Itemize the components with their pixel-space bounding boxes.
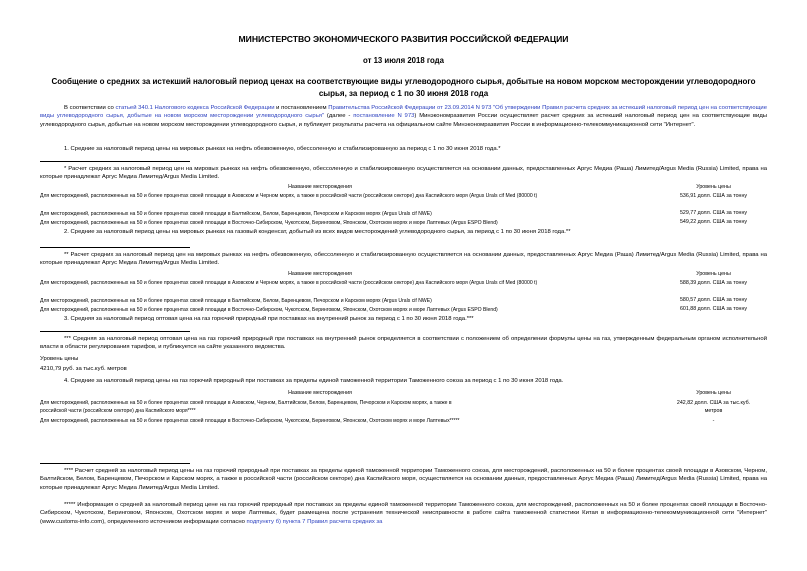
intro-text-1: В соответствии со <box>64 105 116 111</box>
gas-domestic-price: 4210,79 руб. за тыс.куб. метров <box>40 366 127 372</box>
table2-header-price: Уровень цены <box>696 271 731 277</box>
document-subject: Сообщение о средних за истекший налоговый период ценах на соответствующие виды углеводородного сырья, добытые на новом морском месторождении углеводородного сырья, за период с 1 по 30 июня 2018 года <box>51 77 756 98</box>
intro-text-2: и постановлением <box>274 105 329 111</box>
table2-row-3-value: 601,88 долл. США за тонну <box>679 306 748 312</box>
table4-row-2-value: - <box>712 418 715 424</box>
table1-row-3-name: Для месторождений, расположенных на 50 и более процентах своей площади в Восточно-Сибирском, Чукотском, Беринговом, Японском, Охотском морях и море Лаптевых (Argus ESPO Blend) <box>40 220 498 226</box>
footnote-3: *** Средняя за налоговый период оптовая цена на газ горючий природный при поставках на внутренний рынок определяется в соответствии с положением об определении формулы цены на газ, утвержденным федеральным органом исполнительной власти в области регулирования тарифов, и публикуется на сайте указанного ведомства. <box>40 336 767 351</box>
intro-text-3: (далее - <box>324 113 354 120</box>
footnote-5 <box>40 501 767 526</box>
table4-row-1-value: 242,82 долл. США за тыс.куб. метров <box>676 400 751 414</box>
document-date: от 13 июля 2018 года <box>363 56 444 65</box>
table2-row-2-name: Для месторождений, расположенных на 50 и более процентах своей площади в Балтийском, Белом, Баренцевом, Печорском и Карском морях (Argus Urals cif NWE) <box>40 298 432 304</box>
intro-text-4: ) Минэкономразвития России осуществляет расчет средних за истекший налоговый период цен на соответствующие виды углеводородного сырья, добытые на новом морском месторождении углеводородного сырья, и публикует результаты расчета на официальном сайте Минэкономразвития России в информационно-телекоммуникационной сети "Интернет". <box>40 113 767 128</box>
price-label: Уровень цены <box>40 356 79 362</box>
table4-header-price: Уровень цены <box>696 390 731 396</box>
table2-row-1-name: Для месторождений, расположенных на 50 и более процентах своей площади в Азовском и Черном морях, а также в российской части (российском секторе) дна Каспийского моря (Argus Urals cif Med (80000 t) <box>40 280 538 286</box>
tax-code-link[interactable]: статьей 340.1 Налогового кодекса Российской Федерации <box>115 105 275 111</box>
footnote-1: * Расчет средних за налоговый период цен на мировых рынках на нефть обезвоженную, обессоленную и стабилизированную осуществляется на основании данных, предоставленных Аргус Медиа (Раша) Лимитед/Argus Media (Russia) Limited, права на которые принадлежат Аргус Медиа Лимитед/Argus Media Limited. <box>40 166 767 181</box>
table1-row-1-name: Для месторождений, расположенных на 50 и более процентах своей площади в Азовском и Черном морях, а также в российской части (российском секторе) дна Каспийского моря (Argus Urals cif Med (80000 t) <box>40 193 538 199</box>
footnote-divider <box>40 463 190 464</box>
section-4-heading: 4. Средние за налоговый период цены на газ горючий природный при поставках за пределы единой таможенной территории Таможенного союза за период с 1 по 30 июня 2018 года. <box>64 378 564 384</box>
calculation-rules-link[interactable]: подпункту б) пункта 7 Правил расчета средних за <box>246 518 383 525</box>
section-3-heading: 3. Средняя за налоговый период оптовая цена на газ горючий природный при поставках на внутренний рынок за период с 1 по 30 июня 2018 года.*** <box>64 316 474 322</box>
table2-row-2-value: 580,57 долл. США за тонну <box>679 297 748 303</box>
table1-row-3-value: 549,22 долл. США за тонну <box>679 219 748 225</box>
table1-header-price: Уровень цены <box>696 184 731 190</box>
table4-row-2-name: Для месторождений, расположенных на 50 и более процентах своей площади в Восточно-Сибирском, Чукотском, Беринговом, Японском, Охотском морях и море Лаптевых***** <box>40 418 460 424</box>
table1-row-2-value: 529,77 долл. США за тонну <box>679 210 748 216</box>
table1-header-field: Название месторождения <box>288 184 352 190</box>
table4-row-1-name: Для месторождений, расположенных на 50 и более процентах своей площади в Азовском, Черном, Балтийском, Белом, Баренцевом, Печорском и Карском морях, а также в российской части (российском секторе) дна Каспийского моря**** <box>40 400 452 414</box>
footnote-4: **** Расчет средней за налоговый период цены на газ горючий природный при поставках за пределы единой таможенной территории Таможенного союза, для месторождений, расположенных на 50 и более процентах своей площади в Азовском, Черном, Балтийском, Белом, Баренцевом, Печорском и Карском морях, а также в российской части (российском секторе) дна Каспийского моря, осуществляется на основании данных, предоставленных Аргус Медиа (Раша) Лимитед/Argus Media (Russia) Limited, права на которые принадлежат Аргус Медиа Лимитед/Argus Media Limited. <box>40 468 767 491</box>
section-1-heading: 1. Средние за налоговый период цены на мировых рынках на нефть обезвоженную, обессоленную и стабилизированную за период с 1 по 30 июня 2018 года.* <box>64 146 501 152</box>
footnote-divider <box>40 247 190 248</box>
footnote-divider <box>40 161 190 162</box>
table2-row-3-name: Для месторождений, расположенных на 50 и более процентах своей площади в Восточно-Сибирском, Чукотском, Беринговом, Японском, Охотском морях и море Лаптевых (Argus ESPO Blend) <box>40 307 498 313</box>
footnote-5-text: ***** Информация о средней за налоговый период цене на газ горючий природный при поставках за пределы единой таможенной территории Таможенного союза, для месторождений, расположенных на 50 и более процентах своей площади в Восточно-Сибирском, Чукотском, Беринговом, Японском, Охотском морях и море Лаптевых, будет размещена после устранения технической неисправности в работе сайта таможенной статистики Китая в информационно-телекоммуникационной сети "Интернет" (www.customs-info.com), определенного источником информации согласно <box>40 502 767 525</box>
intro-paragraph <box>40 104 767 129</box>
table1-row-2-name: Для месторождений, расположенных на 50 и более процентах своей площади в Балтийском, Белом, Баренцевом, Печорском и Карском морях (Argus Urals cif NWE) <box>40 211 432 217</box>
footnote-divider <box>40 331 190 332</box>
document-title: МИНИСТЕРСТВО ЭКОНОМИЧЕСКОГО РАЗВИТИЯ РОССИЙСКОЙ ФЕДЕРАЦИИ <box>238 34 569 44</box>
decree-973-link[interactable]: постановление N 973 <box>353 113 415 120</box>
section-2-heading: 2. Средние за налоговый период цены на мировых рынках на газовый конденсат, добытый из всех видов месторождений углеводородного сырья, за период с 1 по 30 июня 2018 года.** <box>64 229 571 235</box>
government-decree-link[interactable]: Правительства Российской Федерации от 23.09.2014 N 973 "Об утверждении Правил расчета средних за истекший налоговый период цен на соответствующие виды углеводородного сырья, добытые на новом морском месторождении углеводородного сырья" <box>40 105 767 120</box>
table1-row-1-value: 536,91 долл. США за тонну <box>679 193 748 199</box>
table2-row-1-value: 588,39 долл. США за тонну <box>679 280 748 286</box>
table2-header-field: Название месторождения <box>288 271 352 277</box>
footnote-2: ** Расчет средних за налоговый период цен на мировых рынках на нефть обезвоженную, обессоленную и стабилизированную осуществляется на основании данных, предоставленных Аргус Медиа (Раша) Лимитед/Argus Media (Russia) Limited, права на которые принадлежат Аргус Медиа Лимитед/Argus Media Limited. <box>40 252 767 267</box>
table4-header-field: Название месторождения <box>288 390 352 396</box>
